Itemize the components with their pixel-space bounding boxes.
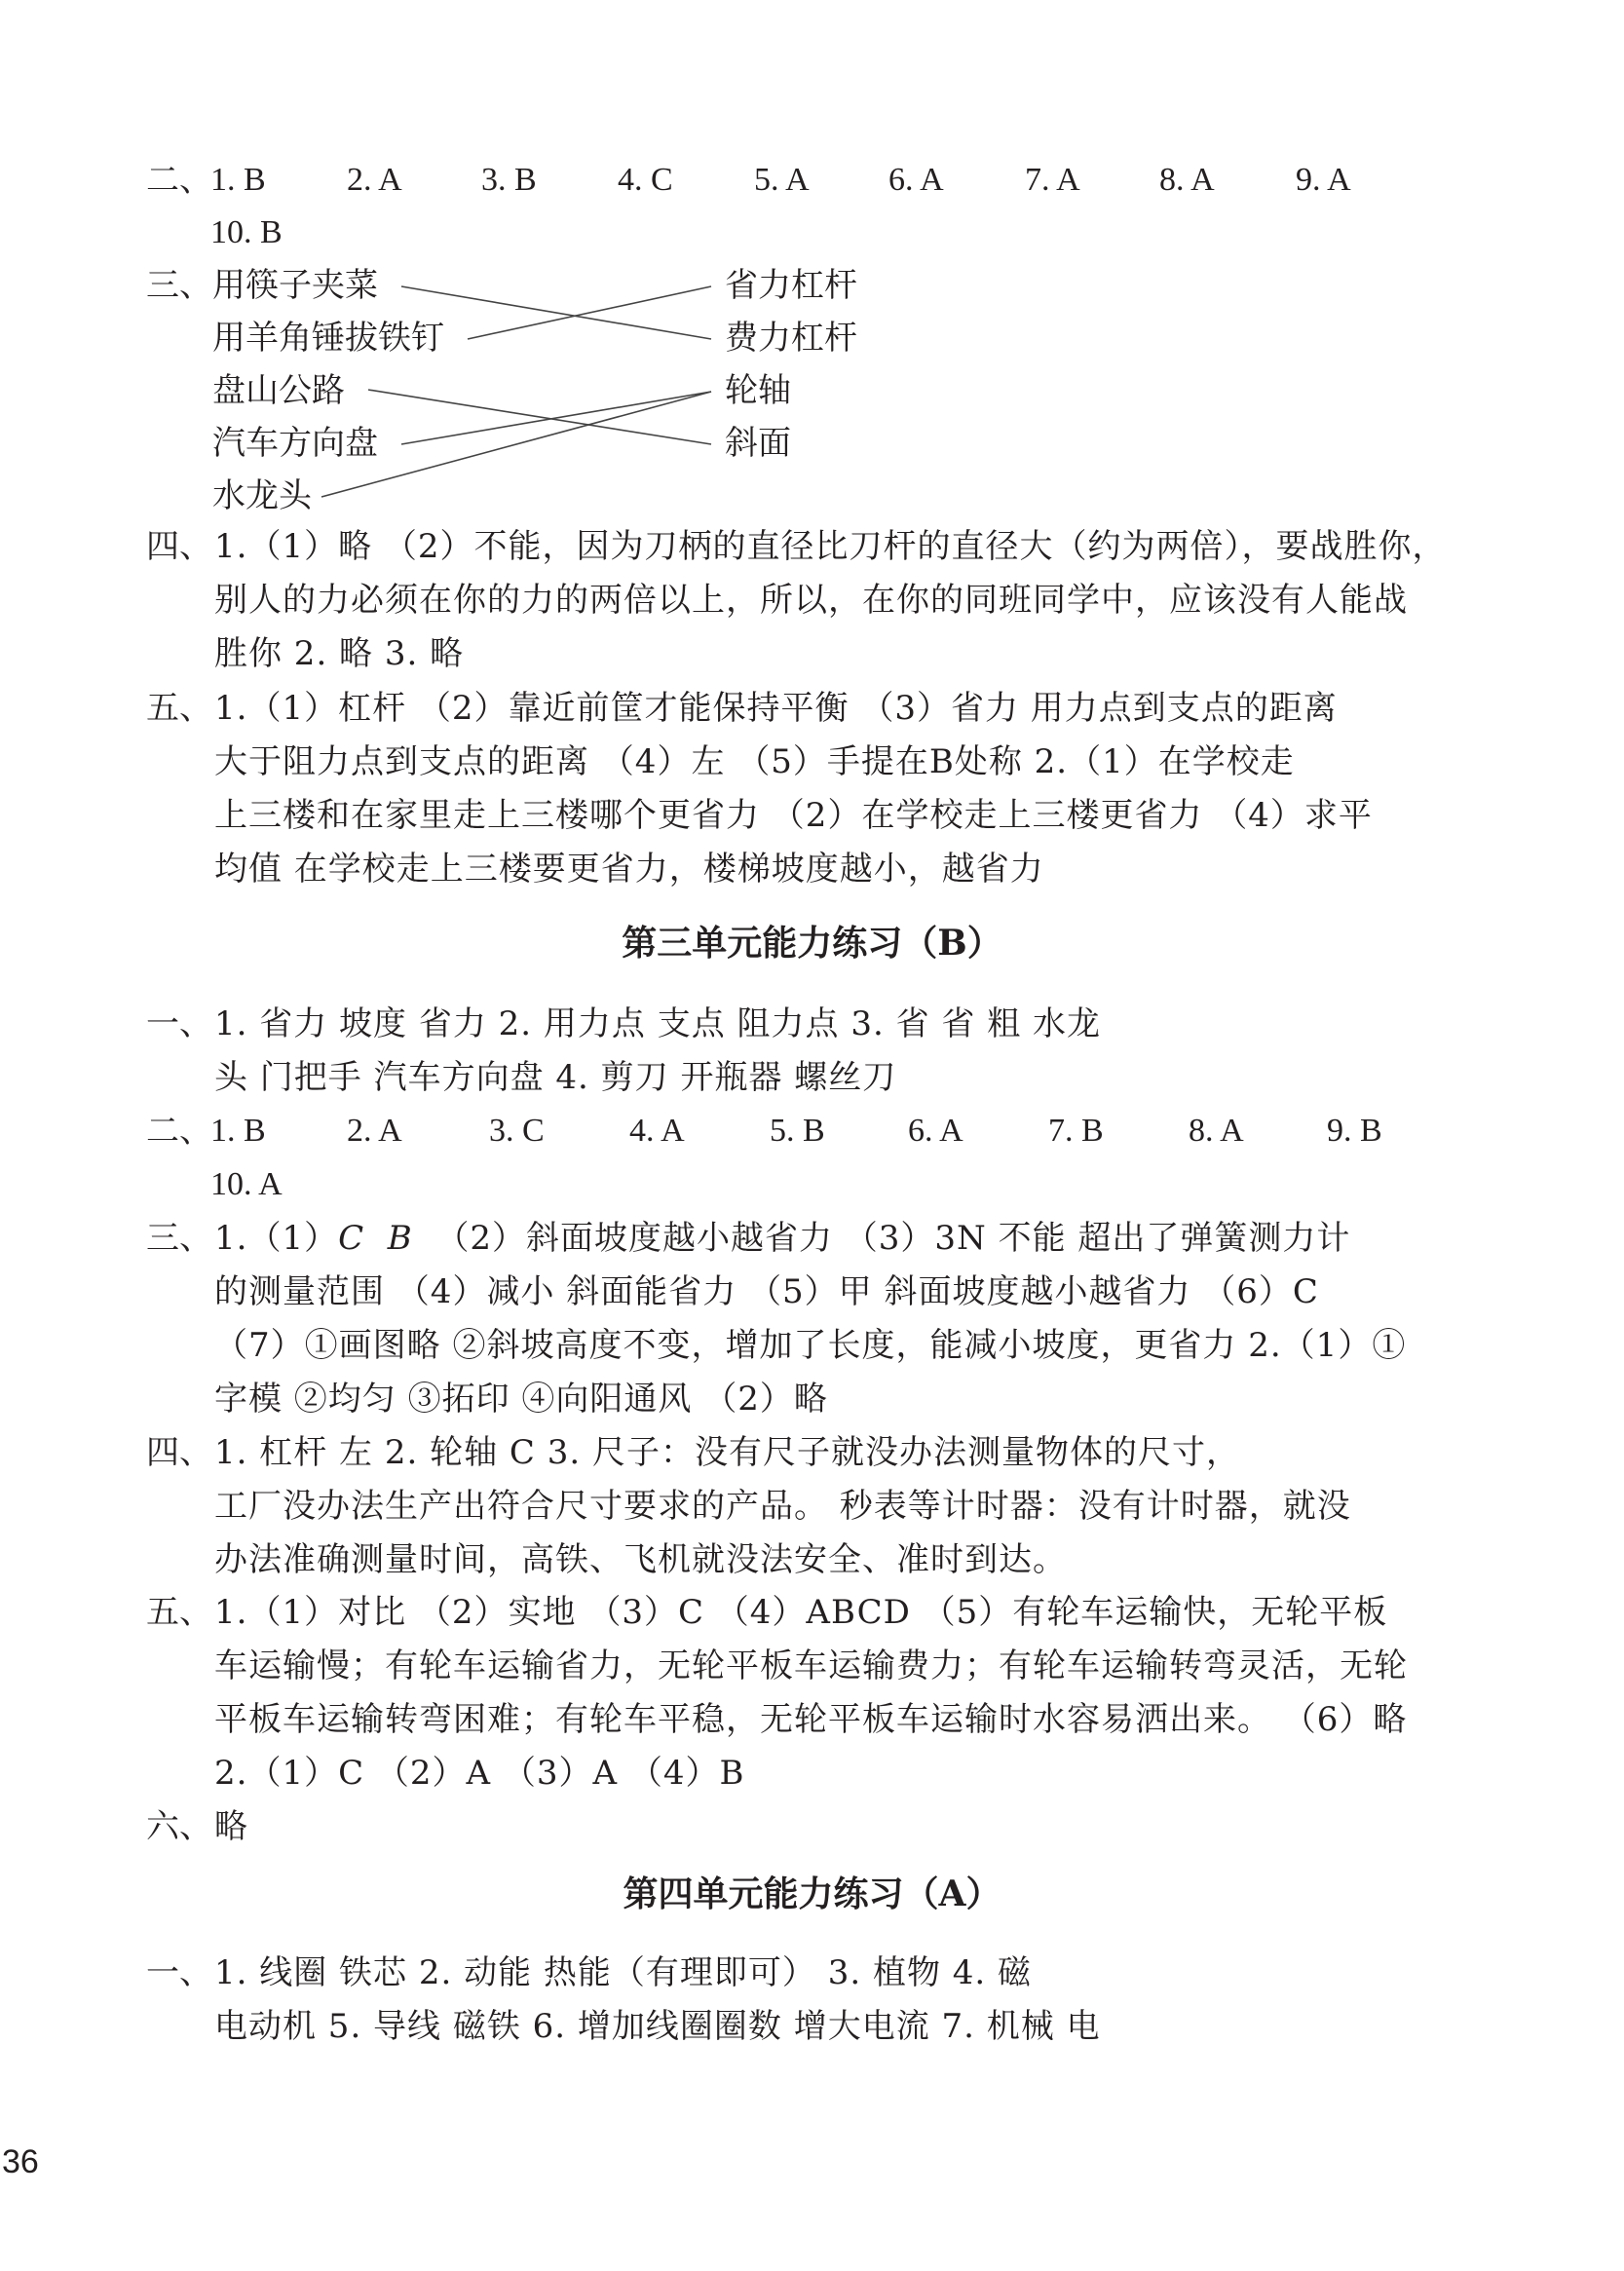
match-right-item: 斜面 bbox=[725, 424, 791, 463]
section-4-label: 四、 bbox=[146, 527, 212, 566]
match-line bbox=[468, 286, 711, 339]
match-left-item: 盘山公路 bbox=[212, 371, 345, 410]
match-left-item: 用羊角锤拔铁钉 bbox=[212, 319, 444, 358]
choice-answer: 5. B bbox=[770, 1113, 825, 1149]
text-line: 别人的力必须在你的力的两倍以上，所以，在你的同班同学中，应该没有人能战 bbox=[214, 581, 1408, 620]
text-line: 2.（1）C （2）A （3）A （4）B bbox=[214, 1754, 745, 1793]
choice-answer: 8. A bbox=[1159, 162, 1215, 198]
text-line: 1. 杠杆 左 2. 轮轴 C 3. 尺子：没有尺子就没办法测量物体的尺寸， bbox=[214, 1433, 1240, 1472]
choice-answer: 8. A bbox=[1189, 1113, 1244, 1149]
text-line: 1.（1）略 （2）不能，因为刀柄的直径比刀杆的直径大（约为两倍），要战胜你， bbox=[214, 527, 1447, 566]
point-label: B bbox=[387, 1219, 413, 1258]
choice-answer: 3. C bbox=[489, 1113, 545, 1149]
point-label: C bbox=[338, 1219, 365, 1258]
match-right-item: 轮轴 bbox=[725, 371, 791, 410]
match-left-item: 汽车方向盘 bbox=[212, 424, 378, 463]
text-line: 车运输慢；有轮车运输省力，无轮平板车运输费力；有轮车运输转弯灵活，无轮 bbox=[214, 1646, 1408, 1685]
section-2-label: 二、 bbox=[146, 161, 212, 200]
text-line: 工厂没办法生产出符合尺寸要求的产品。 秒表等计时器：没有计时器，就没 bbox=[214, 1487, 1351, 1526]
text-line: 均值 在学校走上三楼要更省力，楼梯坡度越小，越省力 bbox=[214, 850, 1044, 889]
text-line: 胜你 2. 略 3. 略 bbox=[214, 634, 465, 673]
choice-answer: 9. B bbox=[1327, 1113, 1382, 1149]
matching-lines bbox=[0, 0, 1624, 585]
text-line bbox=[214, 1218, 1350, 1259]
choice-answer: 4. C bbox=[618, 162, 673, 198]
choice-answer: 3. B bbox=[481, 162, 537, 198]
text-line: 1. 线圈 铁芯 2. 动能 热能（有理即可） 3. 植物 4. 磁 bbox=[214, 1953, 1033, 1992]
match-right-item: 费力杠杆 bbox=[725, 319, 857, 358]
match-right-item: 省力杠杆 bbox=[725, 266, 857, 305]
text-line: 办法准确测量时间，高铁、飞机就没法安全、准时到达。 bbox=[214, 1540, 1067, 1579]
match-line bbox=[368, 390, 711, 444]
choice-answer: 6. A bbox=[908, 1113, 963, 1149]
choice-answer: 5. A bbox=[754, 162, 810, 198]
u3b-section-3-label: 三、 bbox=[146, 1219, 212, 1258]
text-line: 头 门把手 汽车方向盘 4. 剪刀 开瓶器 螺丝刀 bbox=[214, 1058, 897, 1097]
choice-answer: 1. B bbox=[210, 162, 266, 198]
choice-answer: 9. A bbox=[1296, 162, 1351, 198]
choice-answer: 2. A bbox=[347, 162, 402, 198]
match-line bbox=[321, 392, 711, 497]
section-5-label: 五、 bbox=[146, 689, 212, 728]
match-left-item: 水龙头 bbox=[212, 476, 312, 515]
text-fragment: （2）斜面坡度越小越省力 （3）3N 不能 超出了弹簧测力计 bbox=[435, 1219, 1351, 1258]
text-line: 1.（1）对比 （2）实地 （3）C （4）ABCD （5）有轮车运输快，无轮平板 bbox=[214, 1593, 1388, 1632]
text-line: 的测量范围 （4）减小 斜面能省力 （5）甲 斜面坡度越小越省力 （6）C bbox=[214, 1272, 1319, 1311]
choice-answer: 7. B bbox=[1048, 1113, 1104, 1149]
choice-answer: 1. B bbox=[210, 1113, 266, 1149]
choice-answer: 4. A bbox=[629, 1113, 685, 1149]
choice-answer: 2. A bbox=[347, 1113, 402, 1149]
choice-answer: 6. A bbox=[888, 162, 944, 198]
unit3b-title: 第三单元能力练习（B） bbox=[622, 923, 1002, 964]
choice-answer: 10. B bbox=[210, 214, 283, 250]
u3b-section-4-label: 四、 bbox=[146, 1433, 212, 1472]
u3b-section-1-label: 一、 bbox=[146, 1004, 212, 1043]
text-line: 字模 ②均匀 ③拓印 ④向阳通风 （2）略 bbox=[214, 1380, 828, 1419]
text-line: 上三楼和在家里走上三楼哪个更省力 （2）在学校走上三楼更省力 （4）求平 bbox=[214, 796, 1373, 835]
u3b-section-5-label: 五、 bbox=[146, 1593, 212, 1632]
unit4a-title: 第四单元能力练习（A） bbox=[623, 1874, 1001, 1914]
text-line: 电动机 5. 导线 磁铁 6. 增加线圈圈数 增大电流 7. 机械 电 bbox=[214, 2007, 1101, 2046]
text-fragment: 1.（1） bbox=[214, 1219, 339, 1258]
text-line: 平板车运输转弯困难；有轮车平稳，无轮平板车运输时水容易洒出来。 （6）略 bbox=[214, 1700, 1408, 1739]
text-line: 1.（1）杠杆 （2）靠近前筐才能保持平衡 （3）省力 用力点到支点的距离 bbox=[214, 689, 1338, 728]
text-line: 略 bbox=[214, 1807, 248, 1846]
u3b-section-2-label: 二、 bbox=[146, 1112, 212, 1151]
choice-answer: 10. A bbox=[210, 1166, 283, 1202]
section-3-label: 三、 bbox=[146, 266, 212, 305]
match-line bbox=[401, 286, 711, 339]
choice-answer: 7. A bbox=[1025, 162, 1080, 198]
u3b-section-6-label: 六、 bbox=[146, 1807, 212, 1846]
text-line: （7）①画图略 ②斜坡高度不变，增加了长度，能减小坡度，更省力 2.（1）① bbox=[214, 1326, 1407, 1365]
u4a-section-1-label: 一、 bbox=[146, 1953, 212, 1992]
text-line: 大于阻力点到支点的距离 （4）左 （5）手提在B处称 2.（1）在学校走 bbox=[214, 742, 1295, 781]
page-number: 36 bbox=[2, 2143, 39, 2180]
match-left-item: 用筷子夹菜 bbox=[212, 266, 378, 305]
text-line: 1. 省力 坡度 省力 2. 用力点 支点 阻力点 3. 省 省 粗 水龙 bbox=[214, 1004, 1102, 1043]
